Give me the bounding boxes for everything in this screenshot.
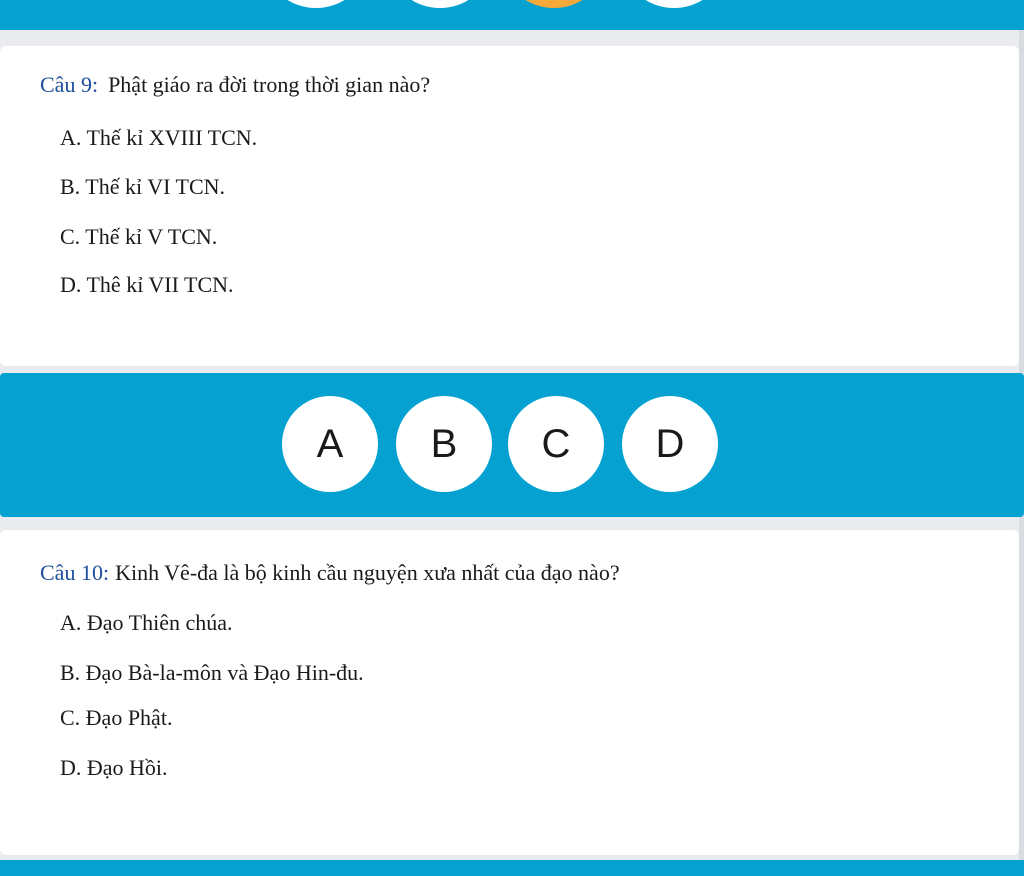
prev-answer-button-b[interactable] bbox=[396, 0, 484, 8]
question-number: Câu 9: bbox=[40, 72, 99, 97]
option-b: B. Đạo Bà-la-môn và Đạo Hin-đu. bbox=[60, 660, 364, 685]
option-d: D. Đạo Hồi. bbox=[60, 755, 168, 780]
option-a: A. Thế kỉ XVIII TCN. bbox=[60, 125, 258, 150]
question-text: Kinh Vê-đa là bộ kinh cầu nguyện xưa nhất của đạo nào? bbox=[115, 560, 620, 585]
question-text: Phật giáo ra đời trong thời gian nào? bbox=[108, 72, 431, 97]
prev-answer-button-c-selected[interactable] bbox=[510, 0, 598, 8]
option-b: B. Thế kỉ VI TCN. bbox=[60, 174, 226, 199]
top-answer-bar bbox=[0, 0, 1024, 30]
answer-button-a[interactable]: A bbox=[282, 396, 378, 492]
answer-button-c[interactable]: C bbox=[508, 396, 604, 492]
question-number: Câu 10: bbox=[40, 560, 110, 585]
prev-answer-button-d[interactable] bbox=[630, 0, 718, 8]
question-9-heading bbox=[40, 72, 430, 98]
answer-button-d[interactable]: D bbox=[622, 396, 718, 492]
answer-button-b[interactable]: B bbox=[396, 396, 492, 492]
question-10-heading bbox=[40, 560, 620, 586]
question-card-10 bbox=[0, 530, 1019, 855]
prev-answer-button-a[interactable] bbox=[272, 0, 360, 8]
question-card-9 bbox=[0, 46, 1019, 366]
option-a: A. Đạo Thiên chúa. bbox=[60, 610, 233, 635]
option-c: C. Đạo Phật. bbox=[60, 705, 173, 730]
option-d: D. Thê kỉ VII TCN. bbox=[60, 272, 234, 297]
option-c: C. Thế kỉ V TCN. bbox=[60, 224, 218, 249]
next-answer-bar bbox=[0, 860, 1024, 876]
answer-bar bbox=[0, 373, 1024, 517]
